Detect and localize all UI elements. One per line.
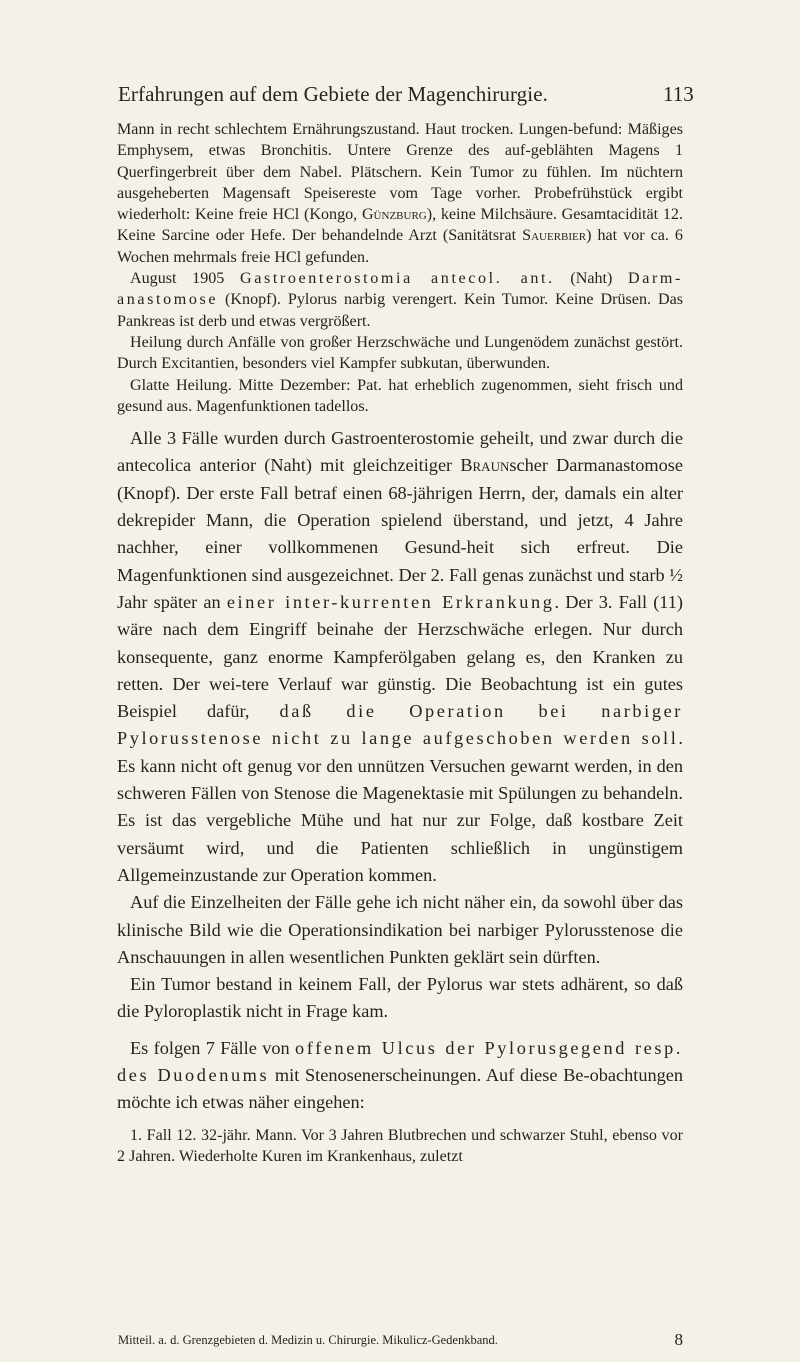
next-case: [117, 1125, 683, 1168]
footer-citation: Mitteil. a. d. Grenzgebieten d. Medizin u. Chirurgie. Mikulicz-Gedenkband.: [118, 1333, 498, 1347]
page-footer: [118, 1331, 683, 1353]
running-title: Erfahrungen auf dem Gebiete der Magenchirurgie.: [118, 82, 548, 106]
page-number: 113: [663, 82, 694, 106]
ulcus-intro-paragraph: [117, 1035, 683, 1117]
text-run: ) hat vor ca. 6 Wochen mehrmals freie HCl gefunden.: [117, 227, 683, 266]
emphasized-text: Darm-anastomose: [117, 270, 683, 309]
text-run: (Knopf). Pylorus narbig verengert. Kein Tumor. Keine Drüsen. Das Pankreas ist derb und etwas vergrößert.: [117, 291, 683, 330]
tumor-paragraph: [117, 971, 683, 1026]
emphasized-text: einer inter-kurrenten Erkrankung: [226, 591, 555, 612]
text-run: mit Stenosenerscheinungen. Auf diese Be-obachtungen möchte ich etwas näher eingehen:: [117, 1064, 683, 1113]
case-report-paragraph: [117, 119, 683, 268]
text-run: Glatte Heilung. Mitte Dezember: Pat. hat erheblich zugenommen, sieht frisch und gesund aus. Magenfunktionen tadellos.: [117, 376, 683, 415]
text-run: (Naht): [554, 270, 628, 288]
sheet-signature: 8: [674, 1330, 683, 1349]
emphasized-text: Gastroenterostomia antecol. ant.: [239, 270, 555, 288]
author-name: Günzburg: [361, 206, 427, 224]
main-text: [117, 425, 683, 1116]
case-12-paragraph: [117, 1125, 683, 1168]
text-run: Heilung durch Anfälle von großer Herzschwäche und Lungenödem zunächst gestört. Durch Excitantien, besonders viel Kampfer subkutan, überwunden.: [117, 333, 683, 373]
healing-paragraph: [117, 332, 683, 375]
outcome-paragraph: [117, 375, 683, 418]
running-head: [0, 82, 800, 112]
page-body: [117, 119, 683, 1167]
emphasized-text: daß die Operation bei narbiger Pylorusstenose nicht zu lange aufgeschoben werden soll: [117, 701, 683, 749]
text-run: ), keine Milchsäure. Gesamtacidität 12. Keine Sarcine oder Hefe. Der behandelnde Arzt (Sanitätsrat: [117, 206, 683, 245]
text-run: scher Darmanastomose (Knopf). Der erste Fall betraf einen 68-jährigen Herrn, der, damals ein alter dekrepider Mann, die Operation spielend überstand, und jetzt, 4 Jahre nachher, einer vollkommenen Gesund-heit sich erfreut. Die Magenfunktionen sind ausgezeichnet. Der 2. Fall genas zunächst und starb ½ Jahr später an: [117, 455, 683, 612]
text-run: Es folgen 7 Fälle von: [130, 1037, 296, 1058]
text-run: 1. Fall 12. 32-jähr. Mann. Vor 3 Jahren Blutbrechen und schwarzer Stuhl, ebenso vor 2 Jahren. Wiederholte Kuren im Krankenhaus, zuletzt: [117, 1126, 683, 1165]
text-run: Ein Tumor bestand in keinem Fall, der Pylorus war stets adhärent, so daß die Pyloroplastik nicht in Frage kam.: [117, 974, 683, 1022]
author-name: Braun: [460, 455, 510, 476]
summary-paragraph: [117, 425, 683, 889]
emphasized-text: offenem Ulcus der Pylorusgegend resp. des Duodenums: [117, 1037, 683, 1085]
text-run: Mann in recht schlechtem Ernährungszustand. Haut trocken. Lungen-befund: Mäßiges Emphysem, etwas Bronchitis. Untere Grenze des auf-geblähten Magens 1 Querfingerbreit über dem Nabel. Plätschern. Kein Tumor zu fühlen. Im nüchtern ausgeheberten Magensaft Speisereste vom Tage vorher. Probefrühstück ergibt wiederholt: Keine freie HCl (Kongo,: [117, 121, 683, 224]
operation-paragraph: [117, 268, 683, 332]
text-run: . Der 3. Fall (11) wäre nach dem Eingriff beinahe der Herzschwäche erlegen. Nur durch konsequente, ganz enorme Kampferölgaben gelang es, den Kranken zu retten. Der wei-tere Verlauf war günstig. Die Beobachtung ist ein gutes Beispiel dafür,: [117, 591, 684, 722]
text-run: Alle 3 Fälle wurden durch Gastroenterostomie geheilt, und zwar durch die antecolica anterior (Naht) mit gleichzeitiger: [117, 428, 683, 476]
author-name: Sauerbier: [522, 227, 587, 245]
text-run: Auf die Einzelheiten der Fälle gehe ich nicht näher ein, da sowohl über das klinische Bild wie die Operationsindikation bei narbiger Pylorusstenose die Anschauungen in allen wesentlichen Punkten geklärt sein dürften.: [117, 892, 683, 967]
case-report: [117, 119, 683, 417]
text-run: August 1905: [130, 270, 240, 288]
details-paragraph: [117, 889, 683, 971]
text-run: . Es kann nicht oft genug vor den unnützen Versuchen gewarnt werden, in den schweren Fällen von Stenose die Magenektasie mit Spülungen zu behandeln. Es ist das vergebliche Mühe und hat nur zur Folge, daß kostbare Zeit versäumt wird, und die Patienten schließlich in ungünstigem Allgemeinzustande zur Operation kommen.: [117, 728, 683, 885]
